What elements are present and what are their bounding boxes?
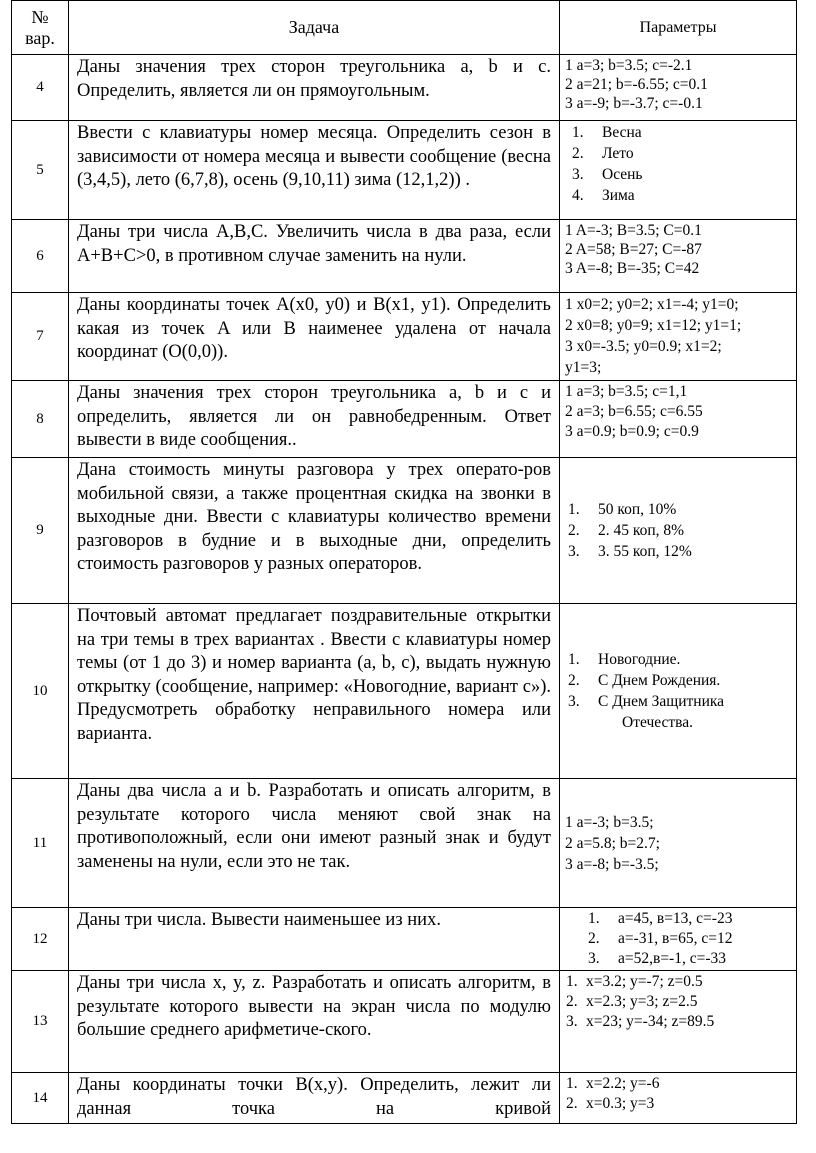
task-text: Даны значения трех сторон треугольника a, b и c и определить, является ли он равнобедренным. Ответ вывести в виде сообщения.. <box>69 381 560 458</box>
task-text: Даны значения трех сторон треугольника a, b и c. Определить, является ли он прямоугольным. <box>69 55 560 121</box>
table-header-row <box>12 1 797 55</box>
table-row <box>12 220 797 293</box>
params-cell: 1 A=-3; B=3.5; C=0.1 2 A=58; B=27; C=-87 3 A=-8; B=-35; C=42 <box>560 220 797 293</box>
table-row <box>12 55 797 121</box>
variant-number: 12 <box>12 908 69 971</box>
params-cell: 1. x=3.2; y=-7; z=0.5 2. x=2.3; y=3; z=2.5 3. x=23; y=-34; z=89.5 <box>560 971 797 1073</box>
table-row <box>12 381 797 458</box>
task-text: Даны три числа A,B,C. Увеличить числа в два раза, если A+B+C>0, в противном случае заменить на нули. <box>69 220 560 293</box>
task-text: Дана стоимость минуты разговора у трех операто-ров мобильной связи, а также процентная скидка на звонки в выходные дни. Ввести с клавиатуры количество времени разговоров в будние и в выходные дни, определить стоимость разговоров у разных операторов. <box>69 458 560 604</box>
table-row <box>12 604 797 779</box>
table-row <box>12 121 797 220</box>
table-row <box>12 458 797 604</box>
variant-number: 13 <box>12 971 69 1073</box>
params-cell: 1. Весна 2. Лето 3. Осень 4. Зима <box>560 121 797 220</box>
params-cell: 1. x=2.2; y=-6 2. x=0.3; y=3 <box>560 1073 797 1124</box>
tasks-table <box>11 0 797 1124</box>
params-cell: 1. Новогодние. 2. С Днем Рождения. 3. С Днем Защитника Отечества. <box>560 604 797 779</box>
table-row <box>12 971 797 1073</box>
variant-number: 11 <box>12 779 69 908</box>
header-task: Задача <box>69 1 560 55</box>
variant-number: 8 <box>12 381 69 458</box>
params-cell: 1 a=3; b=3.5; c=-2.1 2 a=21; b=-6.55; c=0.1 3 a=-9; b=-3.7; c=-0.1 <box>560 55 797 121</box>
task-text: Даны координаты точки B(x,y). Определить, лежит ли данная точка на кривой <box>69 1073 560 1124</box>
task-text: Даны три числа. Вывести наименьшее из них. <box>69 908 560 971</box>
task-text: Ввести с клавиатуры номер месяца. Определить сезон в зависимости от номера месяца и вывести сообщение (весна (3,4,5), лето (6,7,8), осень (9,10,11) зима (12,1,2)) . <box>69 121 560 220</box>
table-row <box>12 908 797 971</box>
table-row <box>12 293 797 381</box>
params-cell: 1 x0=2; y0=2; x1=-4; y1=0; 2 x0=8; y0=9; x1=12; y1=1; 3 x0=-3.5; y0=0.9; x1=2; y1=3; <box>560 293 797 381</box>
variant-number: 6 <box>12 220 69 293</box>
task-text: Почтовый автомат предлагает поздравительные открытки на три темы в трех вариантах . Ввести с клавиатуры номер темы (от 1 до 3) и номер варианта (a, b, c), выдать нужную открытку (сообщение, например: «Новогодние, вариант с»). Предусмотреть обработку неправильного номера или варианта. <box>69 604 560 779</box>
variant-number: 14 <box>12 1073 69 1124</box>
task-text: Даны три числа x, y, z. Разработать и описать алгоритм, в результате которого вывести на экран числа по модулю большие среднего арифметиче-ского. <box>69 971 560 1073</box>
task-text: Даны координаты точек A(x0, y0) и B(x1, y1). Определить какая из точек A или B наименее удалена от начала координат (O(0,0)). <box>69 293 560 381</box>
header-variant: № вар. <box>12 1 69 55</box>
variant-number: 4 <box>12 55 69 121</box>
params-cell: 1. 50 коп, 10% 2. 2. 45 коп, 8% 3. 3. 55 коп, 12% <box>560 458 797 604</box>
table-row <box>12 1073 797 1124</box>
variant-number: 10 <box>12 604 69 779</box>
variant-number: 9 <box>12 458 69 604</box>
task-text: Даны два числа a и b. Разработать и описать алгоритм, в результате которого числа меняют свой знак на противоположный, если они имеют разный знак и будут заменены на нули, если это не так. <box>69 779 560 908</box>
params-cell: 1 a=3; b=3.5; c=1,1 2 a=3; b=6.55; c=6.55 3 a=0.9; b=0.9; c=0.9 <box>560 381 797 458</box>
header-params: Параметры <box>560 1 797 55</box>
params-cell: 1 a=-3; b=3.5; 2 a=5.8; b=2.7; 3 a=-8; b=-3.5; <box>560 779 797 908</box>
variant-number: 5 <box>12 121 69 220</box>
variant-number: 7 <box>12 293 69 381</box>
table-row <box>12 779 797 908</box>
params-cell: 1. a=45, в=13, c=-23 2. a=-31, в=65, c=12 3. a=52,в=-1, c=-33 <box>560 908 797 971</box>
